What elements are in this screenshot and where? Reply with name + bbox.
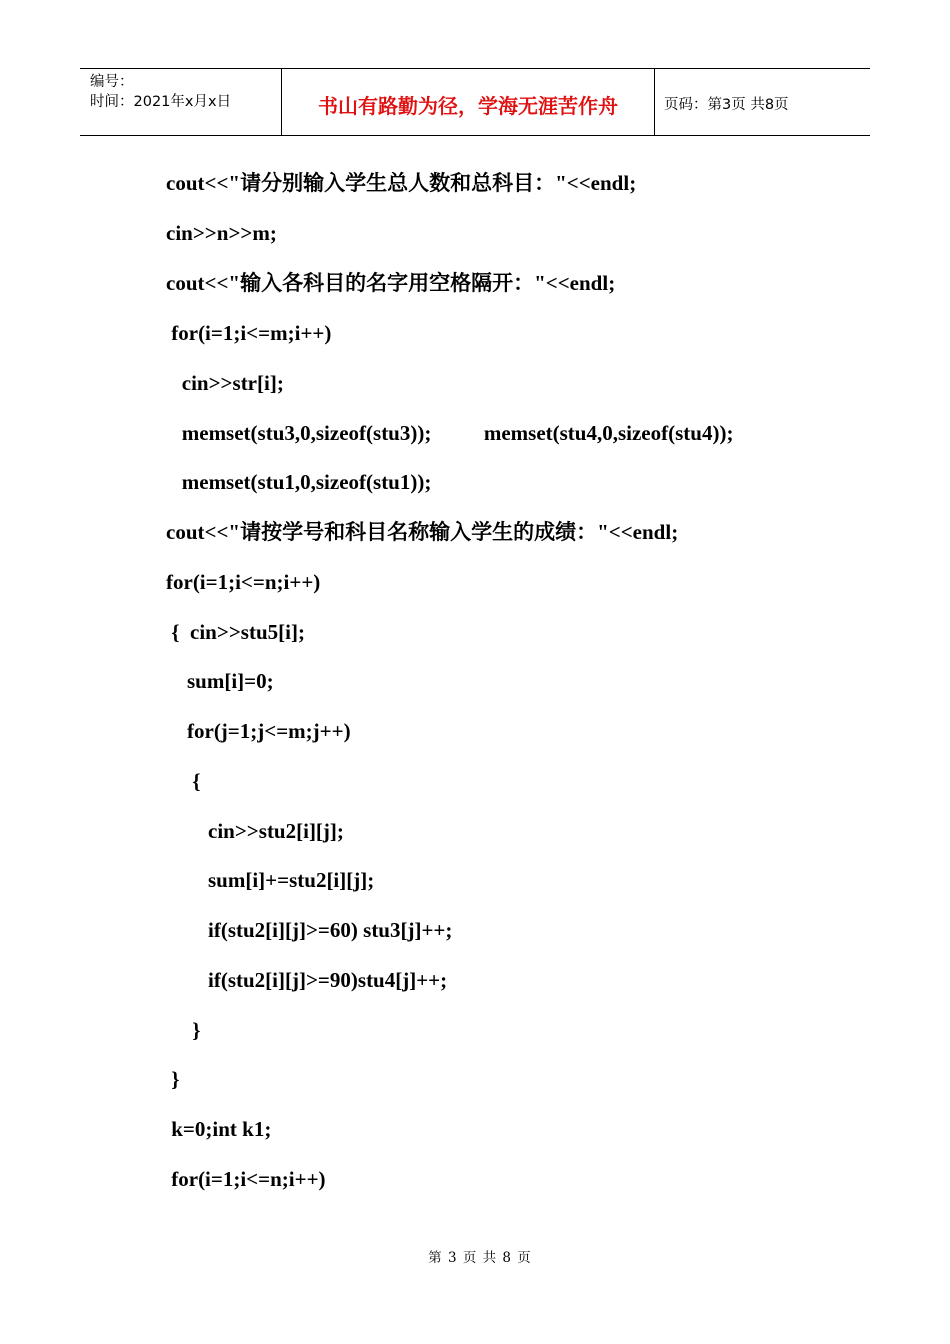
code-line: for(i=1;i<=n;i++) <box>166 570 321 594</box>
code-line: memset(stu3,0,sizeof(stu3)); memset(stu4,0,sizeof(stu4)); <box>166 421 734 445</box>
code-line: } <box>166 1018 201 1042</box>
header-meta <box>80 69 281 135</box>
code-line: if(stu2[i][j]>=90)stu4[j]++; <box>166 968 448 992</box>
code-line: memset(stu1,0,sizeof(stu1)); <box>166 470 432 494</box>
code-line: for(i=1;i<=m;i++) <box>166 321 332 345</box>
header-motto: 书山有路勤为径，学海无涯苦作舟 <box>281 69 655 135</box>
code-line: { <box>166 769 201 793</box>
code-line: if(stu2[i][j]>=60) stu3[j]++; <box>166 918 453 942</box>
code-line: cout<<"输入各科目的名字用空格隔开："<<endl; <box>166 271 616 295</box>
code-line: cin>>str[i]; <box>166 371 284 395</box>
code-line: k=0;int k1; <box>166 1117 272 1141</box>
document-time-label: 时间：2021年x月x日 <box>90 94 232 110</box>
code-line: { cin>>stu5[i]; <box>166 620 305 644</box>
header-page-info: 页码：第3页 共8页 <box>664 96 789 113</box>
code-line: cout<<"请分别输入学生总人数和总科目："<<endl; <box>166 171 637 195</box>
code-line: sum[i]=0; <box>166 669 274 693</box>
code-line: cin>>n>>m; <box>166 221 277 245</box>
code-line: cout<<"请按学号和科目名称输入学生的成绩："<<endl; <box>166 520 679 544</box>
page-footer: 第 3 页 共 8 页 <box>428 1250 532 1266</box>
code-line: sum[i]+=stu2[i][j]; <box>166 868 375 892</box>
code-line: } <box>166 1067 180 1091</box>
code-line: cin>>stu2[i][j]; <box>166 819 344 843</box>
page-header <box>80 68 870 136</box>
code-line: for(i=1;i<=n;i++) <box>166 1167 326 1191</box>
code-line: for(j=1;j<=m;j++) <box>166 719 351 743</box>
document-number-label: 编号： <box>90 74 134 90</box>
